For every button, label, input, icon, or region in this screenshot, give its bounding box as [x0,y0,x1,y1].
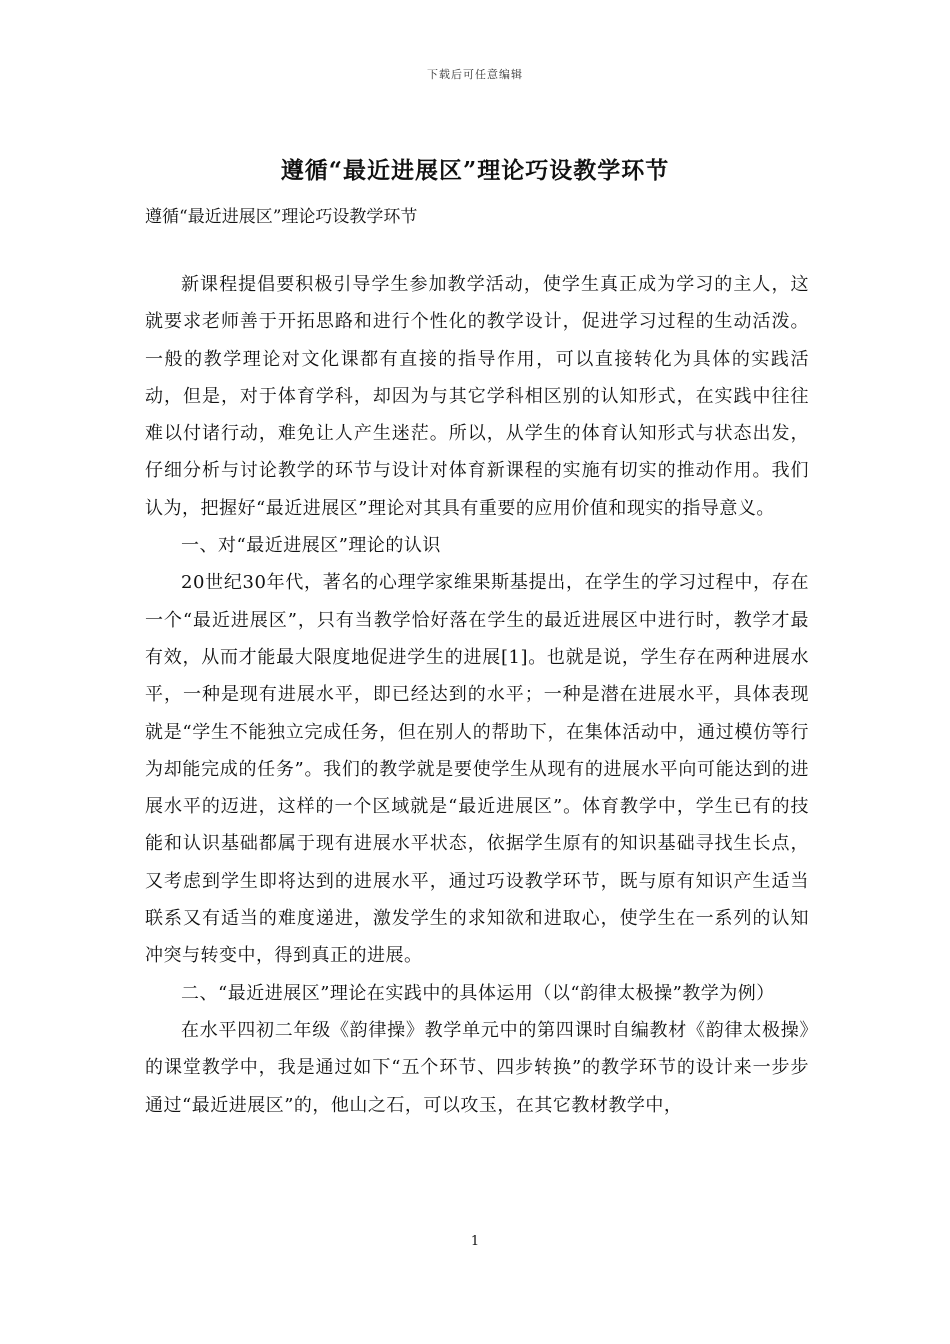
document-body [145,266,809,1124]
document-title: 遵循“最近进展区”理论巧设教学环节 [280,157,670,184]
intro-paragraph: 新课程提倡要积极引导学生参加教学活动，使学生真正成为学习的主人，这就要求老师善于开拓思路和进行个性化的教学设计，促进学习过程的生动活泼。一般的教学理论对文化课都有直接的指导作用，可以直接转化为具体的实践活动，但是，对于体育学科，却因为与其它学科相区别的认知形式，在实践中往往难以付诸行动，难免让人产生迷茫。所以，从学生的体育认知形式与状态出发，仔细分析与讨论教学的环节与设计对体育新课程的实施有切实的推动作用。我们认为，把握好“最近进展区”理论对其具有重要的应用价值和现实的指导意义。 [145,274,809,519]
header-note: 下载后可任意编辑 [427,68,523,81]
practice-paragraph: 在水平四初二年级《韵律操》教学单元中的第四课时自编教材《韵律太极操》的课堂教学中，我是通过如下“五个环节、四步转换”的教学环节的设计来一步步通过“最近进展区”的，他山之石，可以攻玉，在其它教材教学中， [145,1019,809,1116]
page-number: 1 [470,1234,480,1249]
section-heading-1: 一、对“最近进展区”理论的认识 [181,535,441,557]
section-heading-2: 二、“最近进展区”理论在实践中的具体运用（以“韵律太极操”教学为例） [181,982,775,1004]
document-subtitle: 遵循“最近进展区”理论巧设教学环节 [145,207,418,227]
theory-paragraph: 20世纪30年代，著名的心理学家维果斯基提出，在学生的学习过程中，存在一个“最近进展区”，只有当教学恰好落在学生的最近进展区中进行时，教学才最有效，从而才能最大限度地促进学生的进展[1]。也就是说，学生存在两种进展水平，一种是现有进展水平，即已经达到的水平；一种是潜在进展水平，具体表现就是“学生不能独立完成任务，但在别人的帮助下，在集体活动中，通过模仿等行为却能完成的任务”。我们的教学就是要使学生从现有的进展水平向可能达到的进展水平的迈进，这样的一个区域就是“最近进展区”。体育教学中，学生已有的技能和认识基础都属于现有进展水平状态，依据学生原有的知识基础寻找生长点，又考虑到学生即将达到的进展水平，通过巧设教学环节，既与原有知识产生适当联系又有适当的难度递进，激发学生的求知欲和进取心，使学生在一系列的认知冲突与转变中，得到真正的进展。 [145,572,809,967]
